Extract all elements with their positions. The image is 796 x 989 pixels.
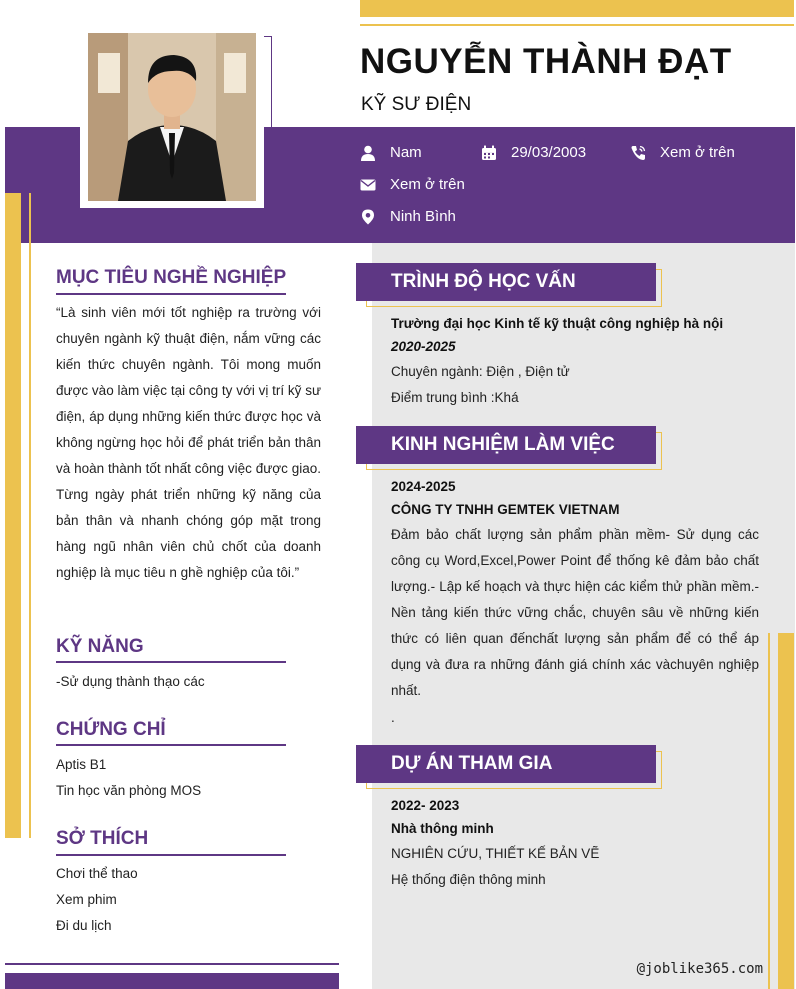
project-period: 2022- 2023 bbox=[391, 798, 460, 813]
right-accent-bar bbox=[778, 633, 794, 989]
projects-heading: DỰ ÁN THAM GIA bbox=[356, 745, 656, 783]
experience-description: Đảm bảo chất lượng sản phẩm phần mềm- Sử dụng các công cụ Word,Excel,Power Point để thống kê đảm bảo chất lượng.- Lập kế hoạch và thực hiện các kiểm thử phần mềm.- Nền tảng kiến thức vững chắc, chuyên sâu về những kiến thức có liên quan đếnchất lượng sản phẩm để có thể áp dụng và đưa ra những đánh giá chính xác vàchuyên nghiệp nhất. bbox=[391, 527, 759, 698]
left-accent-line bbox=[29, 193, 31, 838]
contact-phone bbox=[630, 144, 735, 161]
skills-underline bbox=[56, 661, 286, 663]
bottom-accent-bar bbox=[5, 973, 339, 989]
hobbies-underline bbox=[56, 854, 286, 856]
top-accent-bar bbox=[360, 0, 794, 17]
certificates-underline bbox=[56, 744, 286, 746]
profile-photo bbox=[88, 33, 256, 201]
hobbies-heading: SỞ THÍCH bbox=[56, 828, 149, 849]
experience-company: CÔNG TY TNHH GEMTEK VIETNAM bbox=[391, 502, 620, 517]
map-pin-icon bbox=[360, 209, 376, 225]
education-major: Chuyên ngành: Điện , Điện tử bbox=[391, 364, 570, 379]
job-title: KỸ SƯ ĐIỆN bbox=[361, 94, 472, 115]
certificate-item: Tin học văn phòng MOS bbox=[56, 783, 202, 798]
education-school: Trường đại học Kinh tế kỹ thuật công nghiệp hà nội bbox=[391, 316, 724, 331]
address-value: Ninh Bình bbox=[390, 208, 456, 225]
watermark-text: @joblike365.com bbox=[636, 961, 763, 977]
gender-value: Nam bbox=[390, 144, 422, 161]
objective-heading: MỤC TIÊU NGHỀ NGHIỆP bbox=[56, 267, 287, 288]
user-icon bbox=[360, 145, 376, 161]
top-accent-line bbox=[360, 24, 794, 26]
skill-item: -Sử dụng thành thạo các bbox=[56, 674, 205, 689]
objective-text: “Là sinh viên mới tốt nghiệp ra trường với chuyên ngành kỹ thuật điện, nắm vững các kiến thức chuyên ngành. Tôi mong muốn được vào làm việc tại công ty với vị trí kỹ sư điện, áp dụng những kiến thức được học và không ngừng học hỏi để phát triển bản thân và hoàn thành tốt nhất công việc được giao. Từng ngày phát triển những kỹ năng của bản thân và nhanh chóng góp mặt trong hàng ngũ nhân viên chủ chốt của doanh nghiệp là mục tiêu n ghề nghiệp của tôi.” bbox=[56, 305, 321, 580]
phone-value: Xem ở trên bbox=[660, 144, 735, 161]
experience-period: 2024-2025 bbox=[391, 479, 456, 494]
project-name: Nhà thông minh bbox=[391, 821, 494, 836]
certificate-item: Aptis B1 bbox=[56, 757, 107, 772]
hobby-item: Đi du lịch bbox=[56, 918, 112, 933]
phone-icon bbox=[630, 145, 646, 161]
birthday-value: 29/03/2003 bbox=[511, 144, 587, 161]
candidate-name: NGUYỄN THÀNH ĐẠT bbox=[360, 42, 732, 81]
education-heading: TRÌNH ĐỘ HỌC VẤN bbox=[356, 263, 656, 301]
education-period: 2020-2025 bbox=[391, 339, 456, 354]
contact-email bbox=[360, 176, 465, 193]
calendar-icon bbox=[481, 145, 497, 161]
experience-trailing: . bbox=[391, 710, 395, 725]
email-value: Xem ở trên bbox=[390, 176, 465, 193]
skills-heading: KỸ NĂNG bbox=[56, 636, 144, 657]
envelope-icon bbox=[360, 177, 376, 193]
contact-address bbox=[360, 208, 456, 225]
contact-birthday bbox=[481, 144, 586, 161]
education-gpa: Điểm trung bình :Khá bbox=[391, 390, 519, 405]
right-accent-line bbox=[768, 633, 770, 989]
hobby-item: Chơi thể thao bbox=[56, 866, 138, 881]
experience-heading: KINH NGHIỆM LÀM VIỆC bbox=[356, 426, 656, 464]
certificates-heading: CHỨNG CHỈ bbox=[56, 719, 166, 740]
hobby-item: Xem phim bbox=[56, 892, 117, 907]
left-accent-bar bbox=[5, 193, 21, 838]
bottom-accent-line bbox=[5, 963, 339, 965]
portrait-illustration bbox=[88, 33, 256, 201]
contact-gender bbox=[360, 144, 422, 161]
project-role: NGHIÊN CỨU, THIẾT KẾ BẢN VẼ bbox=[391, 846, 600, 861]
objective-underline bbox=[56, 293, 286, 295]
project-description: Hệ thống điện thông minh bbox=[391, 872, 546, 887]
